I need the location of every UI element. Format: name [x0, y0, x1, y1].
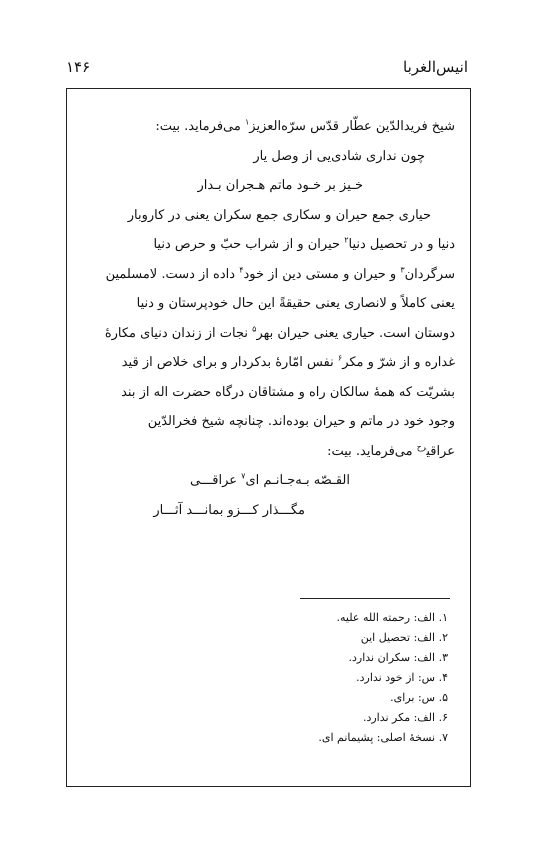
footnote-marker[interactable]: ۵	[252, 324, 257, 334]
text-line: دنیا و در تحصیل دنیا$^۲$ حیران و از شراب حبّ و حرص دنیا	[153, 235, 455, 252]
footnote-marker[interactable]: ۴	[239, 265, 244, 275]
honorific-marker: رح	[416, 442, 427, 452]
text-line: غداره و از شرّ و مکر$^۶$ نفس امّارهٔ بدکردار و برای خلاص از قید	[121, 353, 455, 370]
footnote-marker[interactable]: ۱	[244, 117, 250, 127]
verse-line: چون نداری شادی‌یی از وصل یار	[253, 148, 425, 164]
footnote: ۳. الف: سکران ندارد.	[348, 651, 448, 664]
footnote-marker[interactable]: ۳	[400, 265, 405, 275]
running-header-title: انیس‌الغربا	[403, 58, 468, 76]
footnote: ۵. س: برای.	[390, 691, 448, 704]
footnotes	[318, 608, 448, 748]
page-number: ۱۴۶	[66, 58, 91, 76]
verse-line: القـصّه بـه‌جـانـم ای$^۷$ عراقـــی	[190, 471, 350, 488]
footnote: ۲. الف: تحصیل این	[360, 631, 448, 644]
text-line: حیاری جمع حیران و سکاری جمع سکران یعنی در کاروبار	[127, 207, 431, 223]
text-line: یعنی کاملاً و لانصاری یعنی حقیقةً این حال خودپرستان و دنیا	[136, 296, 455, 311]
footnote: ۴. س: از خود ندارد.	[356, 671, 448, 684]
text-line: بشریّت که همهٔ سالکان راه و مشتاقان درگاه حضرت اله از بند	[121, 384, 455, 400]
main-text	[80, 112, 455, 525]
text-line: دوستان است. حیاری یعنی حیران بهر$^۵$ نجات از زندان دنیای مکارهٔ	[104, 324, 455, 341]
text-line: سرگردان$^۳$ و حیران و مستی دین از خود$^۴$ داده از دست. لامسلمین	[105, 265, 455, 282]
footnote: ۷. نسخهٔ اصلی: پشیمانم ای.	[318, 731, 448, 744]
footnote-marker[interactable]: ۲	[344, 235, 349, 245]
footnote: ۶. الف: مکر ندارد.	[362, 711, 448, 724]
footnote-separator	[300, 598, 450, 599]
footnote-marker[interactable]: ۷	[241, 471, 246, 481]
text-line: وجود خود در ماتم و حیران بوده‌اند. چنانچه شیخ فخرالدّین	[147, 414, 455, 429]
footnote: ۱. الف: رحمته الله علیه.	[336, 611, 448, 624]
text-line: عراقی$^{رح}$ می‌فرماید. بیت:	[327, 442, 455, 459]
text-line: شیخ فریدالدّین عطّار قدّس سرّه‌العزیز$^۱$ می‌فرماید. بیت:	[155, 117, 455, 134]
footnote-marker[interactable]: ۶	[337, 353, 343, 363]
verse-line: مگـــذار کـــزو بمانـــد آثـــار	[153, 502, 305, 518]
verse-line: خـیز بر خـود ماتم هـجران بـدار	[197, 178, 363, 193]
